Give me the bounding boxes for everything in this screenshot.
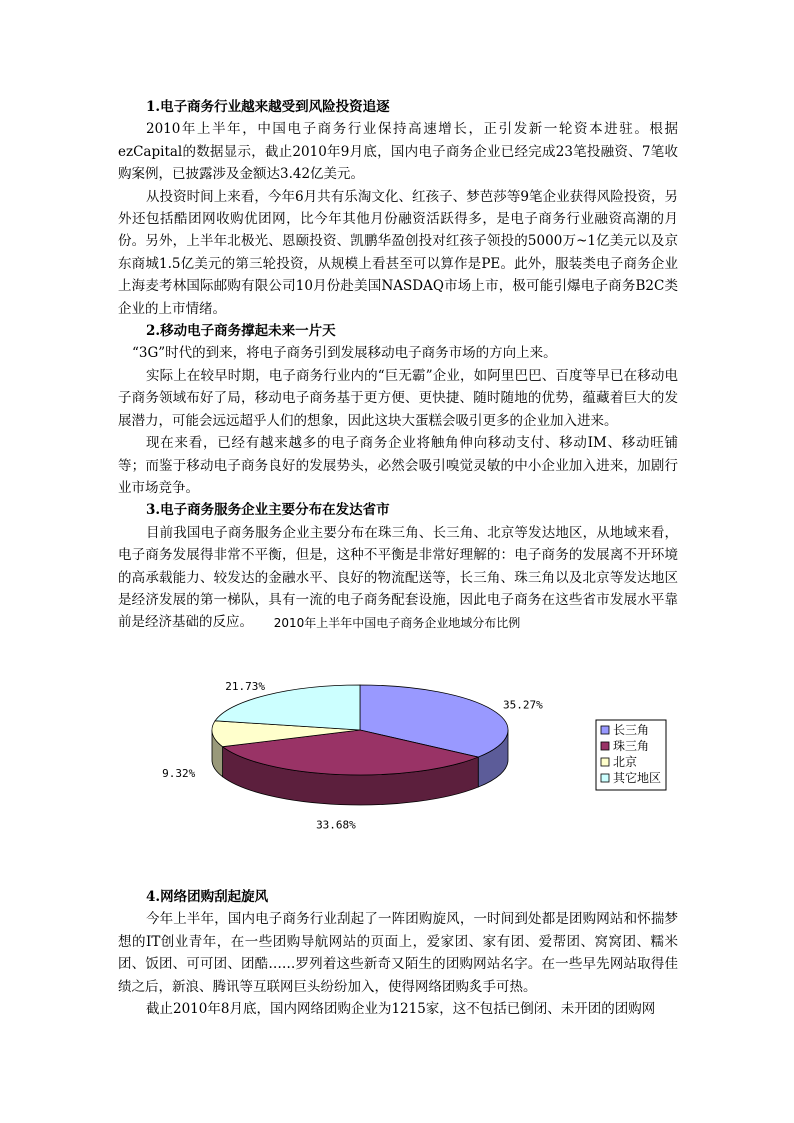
- body-paragraph: 实际上在较早时期，电子商务行业内的“巨无霸”企业，如阿里巴巴、百度等早已在移动电子商务领域布好了局，移动电子商务基于更方便、更快捷、随时随地的优势，蕴藏着巨大的发展潜力，可能会远远超乎人们的想象，因此这块大蛋糕会吸引更多的企业加入进来。: [118, 367, 678, 429]
- document-body-upper: [118, 96, 678, 634]
- body-paragraph: 今年上半年，国内电子商务行业刮起了一阵团购旋风，一时间到处都是团购网站和怀揣梦想的IT创业青年，在一些团购导航网站的页面上，爱家团、家有团、爱帮团、窝窝团、糯米团、饭团、可可团、团酷……罗列着这些新奇又陌生的团购网站名字。在一些早先网站取得佳绩之后，新浪、腾讯等互联网巨头纷纷加入，使得网络团购炙手可热。: [118, 911, 678, 995]
- legend-swatch: [601, 774, 609, 782]
- legend-swatch: [601, 758, 609, 766]
- legend-swatch: [601, 726, 609, 734]
- legend-label: 其它地区: [613, 771, 662, 785]
- legend-label: 珠三角: [613, 739, 650, 753]
- document-body-lower: [118, 886, 678, 1020]
- body-paragraph: “3G”时代的到来，将电子商务引到发展移动电子商务市场的方向上来。: [132, 345, 557, 362]
- pie-chart: [0, 640, 794, 840]
- section-heading: 3.电子商务服务企业主要分布在发达省市: [146, 502, 390, 519]
- legend-swatch: [601, 742, 609, 750]
- section-heading: 4.网络团购刮起旋风: [146, 889, 269, 905]
- pie-data-label: 35.27%: [502, 698, 543, 712]
- chart-title: 2010年上半年中国电子商务企业地域分布比例: [273, 616, 521, 630]
- body-paragraph: 2010年上半年，中国电子商务行业保持高速增长，正引发新一轮资本进驻。根据ezCapital的数据显示，截止2010年9月底，国内电子商务企业已经完成23笔投融资、7笔收购案例，已披露涉及金额达3.42亿美元。: [118, 121, 678, 183]
- body-paragraph: 截止2010年8月底，国内网络团购企业为1215家，这不包括已倒闭、未开团的团购网: [146, 1001, 656, 1018]
- section-heading: 1.电子商务行业越来越受到风险投资追逐: [146, 99, 390, 115]
- body-paragraph: 从投资时间上来看，今年6月共有乐淘文化、红孩子、梦芭莎等9笔企业获得风险投资，另外还包括酷团网收购优团网，比今年其他月份融资活跃得多，是电子商务行业融资高潮的月份。另外，上半年北极光、恩颐投资、凯鹏华盈创投对红孩子领投的5000万~1亿美元以及京东商城1.5亿美元的第三轮投资，从规模上看甚至可以算作是PE。此外，服装类电子商务企业上海麦考林国际邮购有限公司10月份赴美国NASDAQ市场上市，极可能引爆电子商务B2C类企业的上市情绪。: [118, 188, 678, 317]
- pie-data-label: 33.68%: [316, 818, 356, 832]
- chart-legend: [596, 720, 666, 790]
- pie-chart-slices: [212, 685, 508, 805]
- legend-label: 长三角: [613, 723, 650, 737]
- legend-label: 北京: [613, 755, 638, 769]
- pie-data-label: 9.32%: [162, 766, 196, 780]
- body-paragraph: 目前我国电子商务服务企业主要分布在珠三角、长三角、北京等发达地区，从地域来看，电子商务发展得非常不平衡，但是，这种不平衡是非常好理解的：电子商务的发展离不开环境的高承载能力、较发达的金融水平、良好的物流配送等，长三角、珠三角以及北京等发达地区是经济发展的第一梯队，具有一流的电子商务配套设施，因此电子商务在这些省市发展水平靠前是经济基础的反应。: [118, 524, 678, 631]
- pie-data-label: 21.73%: [225, 679, 266, 693]
- body-paragraph: 现在来看，已经有越来越多的电子商务企业将触角伸向移动支付、移动IM、移动旺铺等；而鉴于移动电子商务良好的发展势头，必然会吸引嗅觉灵敏的中小企业加入进来，加剧行业市场竞争。: [118, 435, 678, 496]
- section-heading: 2.移动电子商务撑起未来一片天: [146, 323, 336, 340]
